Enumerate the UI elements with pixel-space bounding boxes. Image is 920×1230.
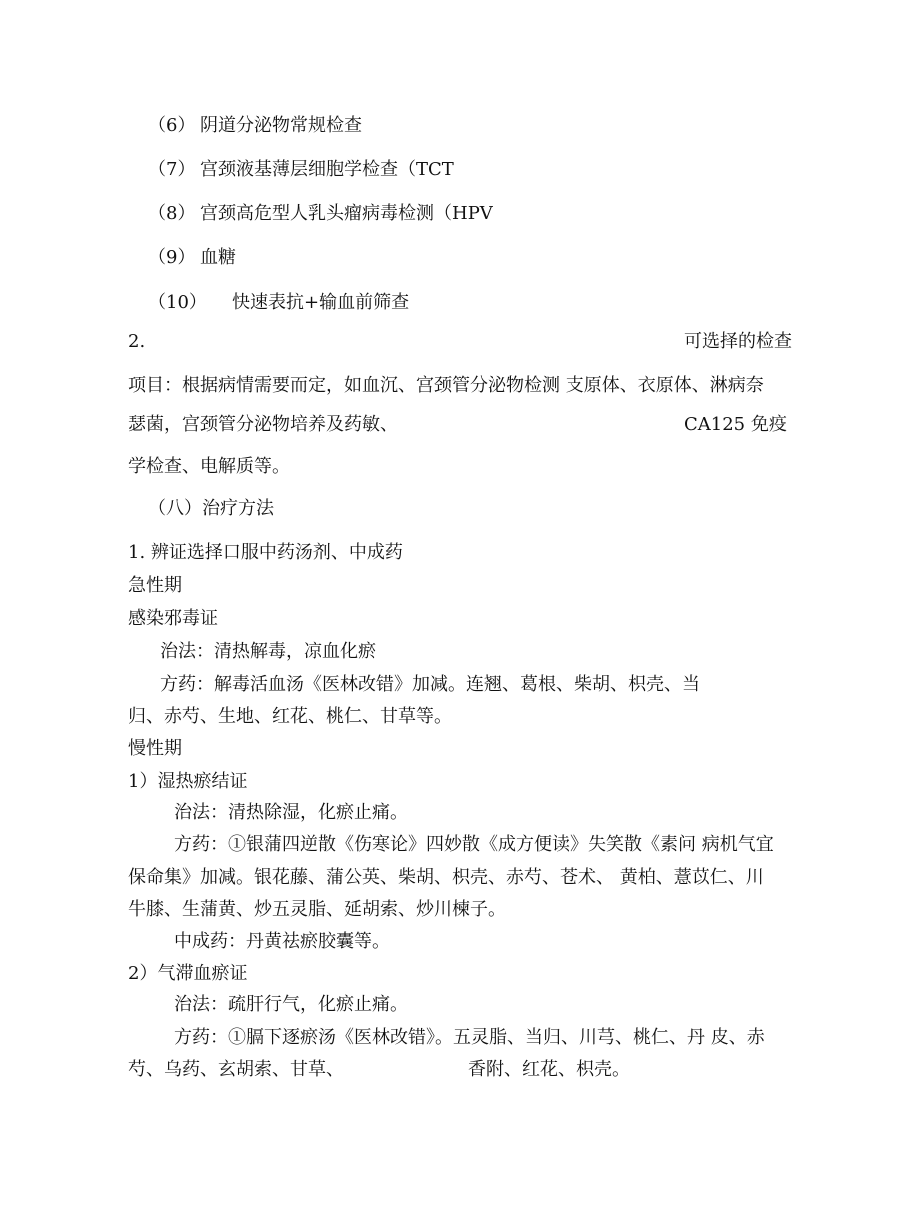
formula-line: 牛膝、生蒲黄、炒五灵脂、延胡索、炒川楝子。 [128, 899, 506, 920]
syndrome-label: 2）气滞血瘀证 [128, 963, 248, 984]
method-line: 治法：清热除湿，化瘀止痛。 [174, 802, 408, 823]
formula-line: 保命集》加减。银花藤、蒲公英、柴胡、枳壳、赤芍、苍术、 黄柏、薏苡仁、川 [128, 867, 764, 888]
syndrome-label: 感染邪毒证 [128, 608, 218, 629]
list-number: （7） [148, 159, 196, 180]
paragraph-line: CA125 免疫 [684, 414, 787, 435]
list-text: 宫颈高危型人乳头瘤病毒检测（HPV [200, 203, 493, 224]
formula-line: 方药：解毒活血汤《医林改错》加减。连翘、葛根、柴胡、枳壳、当 [160, 674, 700, 695]
formula-line: 香附、红花、枳壳。 [468, 1059, 630, 1080]
list-text: 阴道分泌物常规检查 [200, 115, 362, 136]
syndrome-label: 1）湿热瘀结证 [128, 771, 248, 792]
paragraph-line: 瑟菌，宫颈管分泌物培养及药敏、 [128, 414, 398, 435]
formula-line: 归、赤芍、生地、红花、桃仁、甘草等。 [128, 706, 452, 727]
section-heading: （八）治疗方法 [148, 498, 274, 519]
patent-medicine-line: 中成药：丹黄祛瘀胶囊等。 [174, 931, 390, 952]
section-title: 可选择的检查 [684, 331, 792, 352]
formula-line: 方药：①膈下逐瘀汤《医林改错》。五灵脂、当归、川芎、桃仁、丹 皮、赤 [174, 1027, 765, 1048]
list-number: （8） [148, 203, 196, 224]
list-text: 快速表抗+输血前筛查 [232, 292, 410, 313]
list-item-8 [148, 202, 493, 226]
phase-label: 慢性期 [128, 738, 182, 759]
formula-line: 芍、乌药、玄胡索、甘草、 [128, 1059, 344, 1080]
paragraph-line: 学检查、电解质等。 [128, 456, 290, 477]
method-line: 治法：疏肝行气，化瘀止痛。 [174, 994, 408, 1015]
method-line: 治法：清热解毒，凉血化瘀 [160, 641, 376, 662]
list-item-7 [148, 158, 454, 182]
paragraph-line: 项目：根据病情需要而定，如血沉、宫颈管分泌物检测 支原体、衣原体、淋病奈 [128, 375, 764, 396]
list-text: 血糖 [200, 247, 236, 268]
list-item-6 [148, 114, 362, 138]
list-text: 宫颈液基薄层细胞学检查（TCT [200, 159, 454, 180]
list-number: （10） [148, 292, 207, 313]
list-item-9 [148, 246, 236, 270]
list-number: （9） [148, 247, 196, 268]
list-number: （6） [148, 115, 196, 136]
list-item-10 [148, 291, 409, 315]
phase-label: 急性期 [128, 575, 182, 596]
formula-line: 方药：①银蒲四逆散《伤寒论》四妙散《成方便读》失笑散《素问 病机气宜 [174, 834, 774, 855]
section-number: 2. [128, 331, 146, 352]
subheading: 1. 辨证选择口服中药汤剂、中成药 [128, 542, 403, 563]
